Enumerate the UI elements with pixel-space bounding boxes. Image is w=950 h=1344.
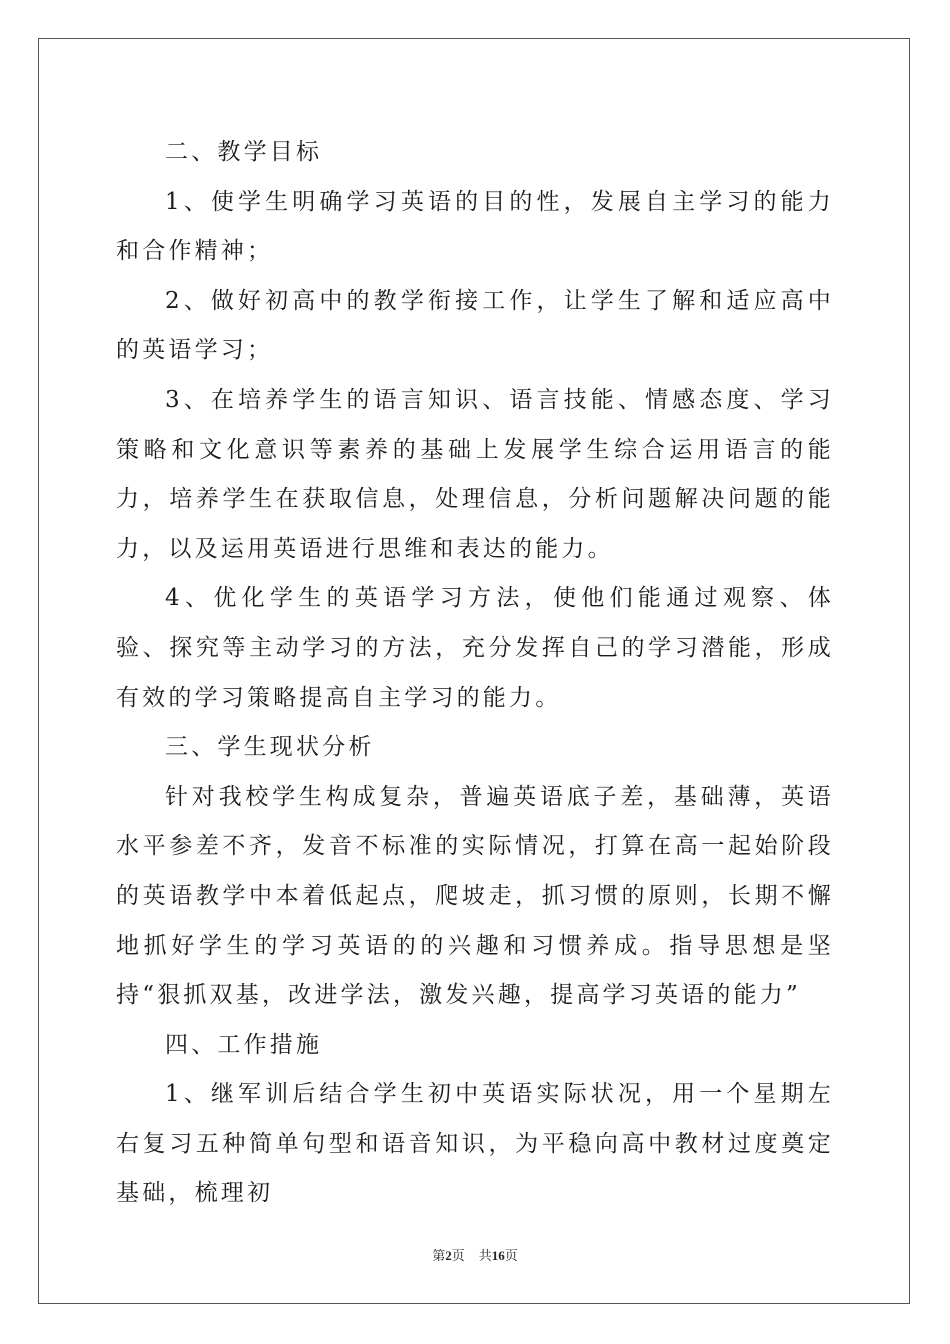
section-heading-measures: 四、工作措施 — [165, 1031, 323, 1058]
goal-item-1: 1、使学生明确学习英语的目的性，发展自主学习的能力和合作精神； — [116, 188, 834, 265]
footer-total-pages: 16 — [491, 1248, 505, 1263]
analysis-paragraph: 针对我校学生构成复杂，普遍英语底子差，基础薄，英语水平参差不齐，发音不标准的实际情况，打算在高一起始阶段的英语教学中本着低起点，爬坡走，抓习惯的原则，长期不懈地抓好学生的学习英语的的兴趣和习惯养成。指导思想是坚持“狠抓双基，改进学法，激发兴趣，提高学习英语的能力” — [116, 783, 834, 1009]
section-heading-analysis: 三、学生现状分析 — [165, 734, 375, 761]
footer-page-suffix: 页 — [451, 1248, 465, 1263]
footer-page-number: 2 — [445, 1248, 452, 1263]
goal-item-4: 4、优化学生的英语学习方法，使他们能通过观察、体验、探究等主动学习的方法，充分发挥自己的学习潜能，形成有效的学习策略提高自主学习的能力。 — [116, 585, 834, 711]
footer-page-prefix: 第 — [432, 1248, 446, 1263]
goal-item-3: 3、在培养学生的语言知识、语言技能、情感态度、学习策略和文化意识等素养的基础上发展学生综合运用语言的能力，培养学生在获取信息，处理信息，分析问题解决问题的能力，以及运用英语进行思维和表达的能力。 — [116, 386, 834, 562]
document-body — [116, 128, 834, 1219]
goal-item-2: 2、做好初高中的教学衔接工作，让学生了解和适应高中的英语学习； — [116, 287, 834, 364]
page-footer — [0, 1245, 950, 1264]
footer-total-prefix: 共 — [478, 1248, 492, 1263]
footer-total-suffix: 页 — [504, 1248, 518, 1263]
section-heading-goals: 二、教学目标 — [165, 139, 323, 165]
measure-item-1: 1、继军训后结合学生初中英语实际状况，用一个星期左右复习五种简单句型和语音知识，为平稳向高中教材过度奠定基础，梳理初 — [116, 1081, 834, 1207]
